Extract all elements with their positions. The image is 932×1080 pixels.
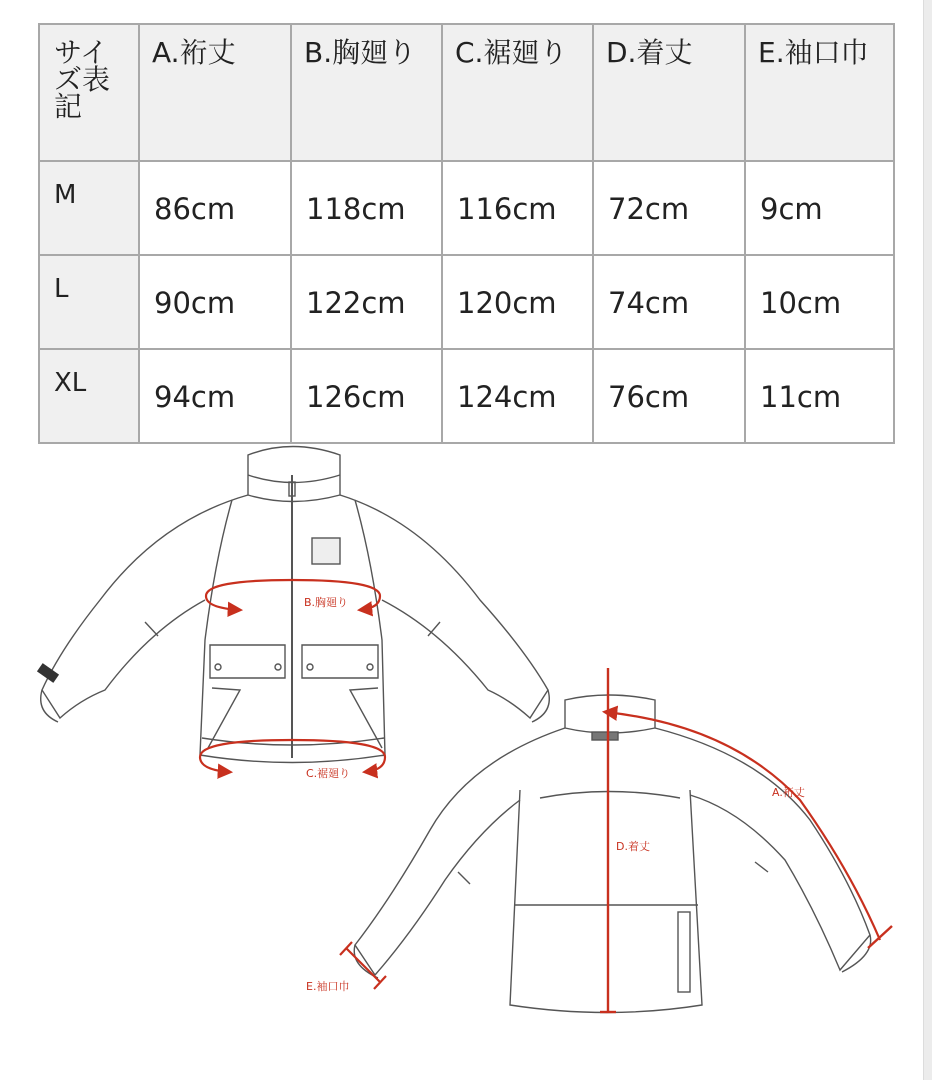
header-row <box>39 24 894 161</box>
row-size: XL <box>39 349 139 443</box>
cell-value: 126cm <box>291 349 442 443</box>
size-table <box>38 23 895 444</box>
cell-value: 11cm <box>745 349 894 443</box>
header-hem: C.裾廻り <box>442 24 593 161</box>
header-sleeve-length: A.裄丈 <box>139 24 291 161</box>
body-length-label: D.着丈 <box>616 840 650 853</box>
cell-value: 124cm <box>442 349 593 443</box>
table-row <box>39 161 894 255</box>
sleeve-length-label: A.裄丈 <box>772 786 805 799</box>
header-size: サイズ表記 <box>39 24 139 161</box>
cell-value: 122cm <box>291 255 442 349</box>
row-size: L <box>39 255 139 349</box>
sleeve-length-arrow <box>605 712 880 940</box>
sleeve-tag-icon <box>37 663 59 683</box>
cell-value: 90cm <box>139 255 291 349</box>
cell-value: 72cm <box>593 161 745 255</box>
back-jacket-drawing <box>354 695 870 1013</box>
cell-value: 74cm <box>593 255 745 349</box>
table-row <box>39 255 894 349</box>
front-jacket-drawing <box>41 447 550 763</box>
cell-value: 94cm <box>139 349 291 443</box>
header-body-length: D.着丈 <box>593 24 745 161</box>
cell-value: 120cm <box>442 255 593 349</box>
cell-value: 116cm <box>442 161 593 255</box>
chest-label: B.胸廻り <box>304 596 349 609</box>
cell-value: 10cm <box>745 255 894 349</box>
cuff-width-label: E.袖口巾 <box>306 980 350 993</box>
cell-value: 118cm <box>291 161 442 255</box>
cell-value: 76cm <box>593 349 745 443</box>
hem-label: C.裾廻り <box>306 767 351 780</box>
row-size: M <box>39 161 139 255</box>
header-cuff-width: E.袖口巾 <box>745 24 894 161</box>
jacket-measurement-diagram <box>0 400 932 1080</box>
cell-value: 86cm <box>139 161 291 255</box>
cell-value: 9cm <box>745 161 894 255</box>
header-chest: B.胸廻り <box>291 24 442 161</box>
